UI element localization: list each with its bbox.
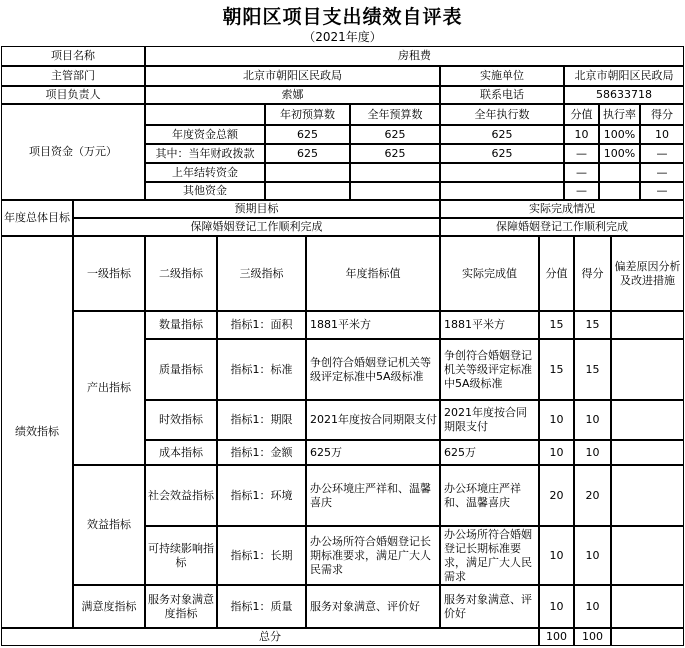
perf-reason <box>611 311 684 339</box>
funds-annual <box>350 163 440 182</box>
header-annual-budget: 全年预算数 <box>350 104 440 125</box>
perf-actual: 服务对象满意、评价好 <box>440 585 539 628</box>
perf-got: 15 <box>574 311 611 339</box>
funds-annual: 625 <box>350 144 440 163</box>
label-impl: 实施单位 <box>440 66 564 86</box>
perf-l3: 指标1：质量 <box>217 585 306 628</box>
perf-target: 625万 <box>306 440 440 465</box>
label-funds: 项目资金（万元） <box>1 104 145 200</box>
header-score: 分值 <box>564 104 599 125</box>
perf-l3: 指标1：环境 <box>217 465 306 526</box>
perf-l2: 可持续影响指标 <box>145 526 217 585</box>
perf-target: 办公环境庄严祥和、温馨喜庆 <box>306 465 440 526</box>
label-perf: 绩效指标 <box>1 236 73 628</box>
label-leader: 项目负责人 <box>1 86 145 104</box>
perf-got: 20 <box>574 465 611 526</box>
value-actual: 保障婚姻登记工作顺利完成 <box>440 218 684 236</box>
value-project-name: 房租费 <box>145 46 684 66</box>
perf-actual: 625万 <box>440 440 539 465</box>
perf-score: 15 <box>539 311 574 339</box>
perf-got: 15 <box>574 339 611 400</box>
funds-got: — <box>640 182 684 200</box>
perf-actual: 办公场所符合婚姻登记长期标准要求，满足广大人民需求 <box>440 526 539 585</box>
total-score: 100 <box>539 628 574 646</box>
perf-score: 10 <box>539 400 574 440</box>
perf-l3: 指标1：长期 <box>217 526 306 585</box>
funds-initial: 625 <box>265 125 350 144</box>
perf-l2: 成本指标 <box>145 440 217 465</box>
value-expected: 保障婚姻登记工作顺利完成 <box>73 218 440 236</box>
perf-target: 服务对象满意、评价好 <box>306 585 440 628</box>
perf-l3: 指标1：金额 <box>217 440 306 465</box>
perf-got: 10 <box>574 526 611 585</box>
perf-got: 10 <box>574 585 611 628</box>
funds-executed: 625 <box>440 144 564 163</box>
header-target: 年度指标值 <box>306 236 440 311</box>
perf-l2: 服务对象满意度指标 <box>145 585 217 628</box>
group-benefit: 效益指标 <box>73 465 145 585</box>
funds-row-label: 年度资金总额 <box>145 125 265 144</box>
perf-reason <box>611 440 684 465</box>
perf-l2: 数量指标 <box>145 311 217 339</box>
funds-executed <box>440 163 564 182</box>
perf-score: 20 <box>539 465 574 526</box>
perf-score: 15 <box>539 339 574 400</box>
funds-rate <box>599 182 640 200</box>
perf-l2: 质量指标 <box>145 339 217 400</box>
funds-score: — <box>564 144 599 163</box>
value-leader: 索娜 <box>145 86 440 104</box>
funds-score: — <box>564 163 599 182</box>
value-phone: 58633718 <box>564 86 684 104</box>
perf-l3: 指标1：期限 <box>217 400 306 440</box>
funds-executed: 625 <box>440 125 564 144</box>
funds-rate: 100% <box>599 144 640 163</box>
header-l3: 三级指标 <box>217 236 306 311</box>
perf-actual: 办公环境庄严祥和、温馨喜庆 <box>440 465 539 526</box>
funds-initial <box>265 163 350 182</box>
perf-reason <box>611 339 684 400</box>
label-phone: 联系电话 <box>440 86 564 104</box>
funds-annual: 625 <box>350 125 440 144</box>
header-executed: 全年执行数 <box>440 104 564 125</box>
funds-header-blank <box>145 104 265 125</box>
perf-got: 10 <box>574 400 611 440</box>
funds-rate: 100% <box>599 125 640 144</box>
perf-actual: 争创符合婚姻登记机关等级评定标准中5A级标准 <box>440 339 539 400</box>
perf-score: 10 <box>539 585 574 628</box>
header-rate: 执行率 <box>599 104 640 125</box>
label-dept: 主管部门 <box>1 66 145 86</box>
funds-row-label: 其中：当年财政拨款 <box>145 144 265 163</box>
header-got: 得分 <box>574 236 611 311</box>
funds-initial: 625 <box>265 144 350 163</box>
header-actual: 实际完成情况 <box>440 200 684 218</box>
form-title: 朝阳区项目支出绩效自评表 <box>222 6 463 28</box>
header-actual-value: 实际完成值 <box>440 236 539 311</box>
value-dept: 北京市朝阳区民政局 <box>145 66 440 86</box>
perf-reason <box>611 526 684 585</box>
group-output: 产出指标 <box>73 311 145 465</box>
perf-score: 10 <box>539 526 574 585</box>
perf-score: 10 <box>539 440 574 465</box>
funds-got: — <box>640 144 684 163</box>
perf-target: 争创符合婚姻登记机关等级评定标准中5A级标准 <box>306 339 440 400</box>
funds-score: — <box>564 182 599 200</box>
perf-l2: 时效指标 <box>145 400 217 440</box>
header-l1: 一级指标 <box>73 236 145 311</box>
funds-executed <box>440 182 564 200</box>
perf-got: 10 <box>574 440 611 465</box>
funds-row-label: 其他资金 <box>145 182 265 200</box>
header-initial-budget: 年初预算数 <box>265 104 350 125</box>
perf-reason <box>611 585 684 628</box>
funds-got: — <box>640 163 684 182</box>
perf-l3: 指标1：面积 <box>217 311 306 339</box>
perf-l2: 社会效益指标 <box>145 465 217 526</box>
funds-initial <box>265 182 350 200</box>
funds-rate <box>599 163 640 182</box>
header-l2: 二级指标 <box>145 236 217 311</box>
funds-got: 10 <box>640 125 684 144</box>
funds-row-label: 上年结转资金 <box>145 163 265 182</box>
total-got: 100 <box>574 628 611 646</box>
header-score: 分值 <box>539 236 574 311</box>
label-goals: 年度总体目标 <box>1 200 73 236</box>
header-got: 得分 <box>640 104 684 125</box>
perf-target: 2021年度按合同期限支付 <box>306 400 440 440</box>
total-reason <box>611 628 684 646</box>
label-total: 总分 <box>1 628 539 646</box>
form-year: （2021年度） <box>303 30 382 44</box>
funds-score: 10 <box>564 125 599 144</box>
value-impl: 北京市朝阳区民政局 <box>564 66 684 86</box>
perf-reason <box>611 400 684 440</box>
perf-actual: 2021年度按合同期限支付 <box>440 400 539 440</box>
perf-target: 办公场所符合婚姻登记长期标准要求，满足广大人民需求 <box>306 526 440 585</box>
funds-annual <box>350 182 440 200</box>
header-expected: 预期目标 <box>73 200 440 218</box>
perf-actual: 1881平米方 <box>440 311 539 339</box>
group-satisfaction: 满意度指标 <box>73 585 145 628</box>
label-project-name: 项目名称 <box>1 46 145 66</box>
header-reason: 偏差原因分析及改进措施 <box>611 236 684 311</box>
perf-l3: 指标1：标准 <box>217 339 306 400</box>
perf-reason <box>611 465 684 526</box>
perf-target: 1881平米方 <box>306 311 440 339</box>
